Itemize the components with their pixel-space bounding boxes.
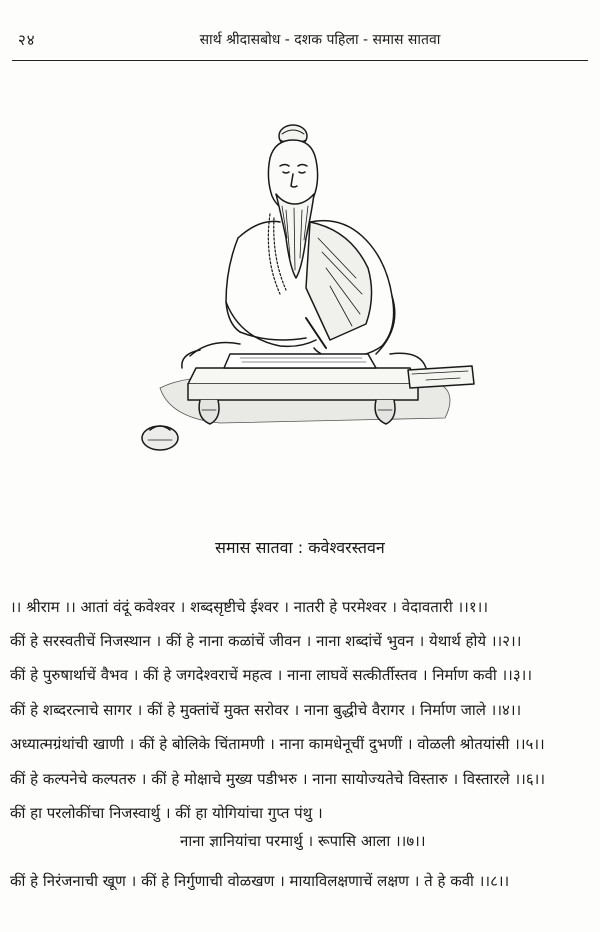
- verse-line-5: अध्यात्मग्रंथांची खाणी । कीं हे बोलिके चिंतामणी । नाना कामधेनूचीं दुभणीं । वोळली श्रोतयांसी ।।५।।: [10, 735, 545, 753]
- verse-line-6: कीं हे कल्पनेचे कल्पतरु । कीं हे मोक्षाचे मुख्य पडीभरु । नाना सायोज्यतेचे विस्तारु । विस्तारले ।।६।।: [10, 770, 546, 788]
- verse-line-7a: कीं हा परलोकींचा निजस्वार्थु । कीं हा योगियांचा गुप्त पंथु ।: [10, 804, 323, 822]
- header-title: सार्थ श्रीदासबोध - दशक पहिला - समास सातवा: [199, 32, 441, 48]
- verse-line-3: कीं हे पुरुषार्थाचें वैभव । कीं हे जगदेश्वराचें महत्व । नाना लाघवें सत्कीर्तीस्तव । निर्माण कवी ।।३।।: [10, 666, 533, 684]
- verse-line-7b: नाना ज्ञानियांचा परमार्थु । रूपासि आला ।।७।।: [180, 832, 426, 850]
- running-header: [12, 30, 588, 61]
- section-title: समास सातवा : कवेश्वरस्तवन: [215, 538, 385, 557]
- sage-writing-illustration: [130, 118, 480, 463]
- verse-line-4: कीं हे शब्दरत्नाचे सागर । कीं हे मुक्तांचें मुक्त सरोवर । नाना बुद्धीचे वैरागर । निर्माण जाले ।।४।।: [10, 701, 522, 719]
- verse-line-2: कीं हे सरस्वतीचें निजस्थान । कीं हे नाना कळांचें जीवन । नाना शब्दांचें भुवन । येथार्थ होये ।।२।।: [10, 632, 522, 650]
- verse-line-1: ।। श्रीराम ।। आतां वंदूं कवेश्वर । शब्दसृष्टीचे ईश्वर । नातरी हे परमेश्वर । वेदावतारी ।।१।।: [10, 598, 489, 616]
- verse-line-8: कीं हे निरंजनाची खूण । कीं हे निर्गुणाची वोळखण । मायाविलक्षणाचें लक्षण । ते हे कवी ।।८।।: [10, 872, 510, 890]
- page-number: २४: [18, 31, 36, 49]
